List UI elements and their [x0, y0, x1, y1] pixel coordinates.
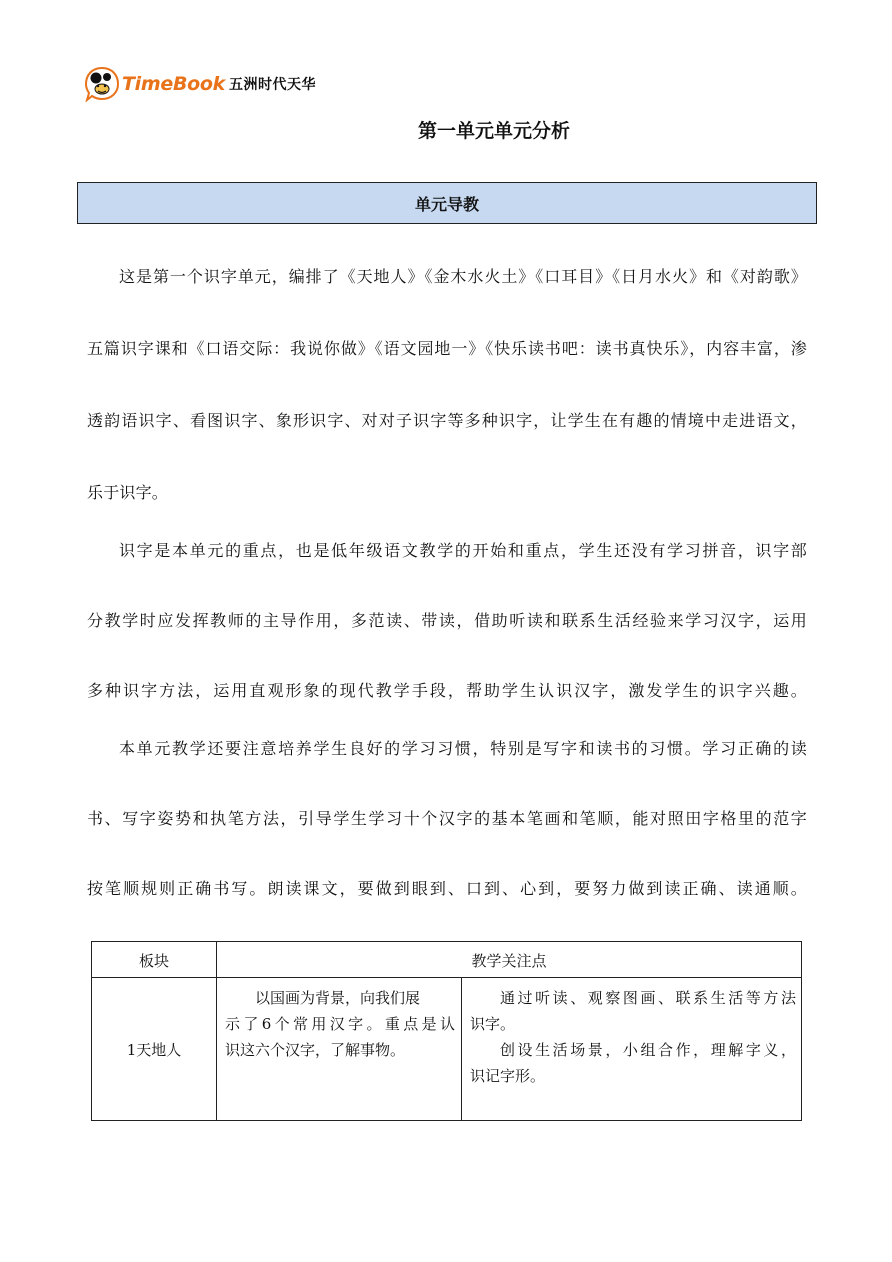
section-heading: 单元导教 [414, 194, 479, 214]
paragraph-line: 识字是本单元的重点，也是低年级语文教学的开始和重点，学生还没有学习拼音，识字部 [119, 541, 807, 560]
table-cell-block [92, 978, 216, 1120]
cell-line: 以国画为背景，向我们展 [255, 989, 421, 1007]
paragraph-line: 透韵语识字、看图识字、象形识字、对对子识字等多种识字，让学生在有趣的情境中走进语文， [87, 411, 807, 430]
section-heading-bar [77, 182, 817, 224]
paragraph-line: 这是第一个识字单元，编排了《天地人》《金木水火土》《口耳目》《日月水火》和《对韵歌》 [119, 267, 807, 286]
cell-line: 通过听读、观察图画、联系生活等方法 [500, 989, 796, 1007]
header-logo [84, 64, 316, 104]
block-name: 1天地人 [126, 1040, 182, 1059]
paragraph-line: 乐于识字。 [87, 483, 169, 502]
table-header-cell [92, 942, 216, 978]
cell-line: 创设生活场景，小组合作，理解字义， [500, 1041, 796, 1059]
paragraph-line: 五篇识字课和《口语交际：我说你做》《语文园地一》《快乐读书吧：读书真快乐》，内容丰富，渗 [87, 339, 807, 358]
teaching-focus-table [91, 941, 802, 1121]
header-focus-label: 教学关注点 [471, 951, 547, 970]
paragraph-line: 分教学时应发挥教师的主导作用，多范读、带读，借助听读和联系生活经验来学习汉字，运用 [87, 611, 807, 630]
brand-name-en: TimeBook [122, 73, 225, 95]
cell-line: 识记字形。 [470, 1067, 546, 1085]
page-title [0, 116, 892, 143]
cell-line: 识字。 [470, 1015, 516, 1033]
cell-line: 示了6个常用汉字。重点是认 [225, 1015, 455, 1033]
table-cell-focus-a [225, 985, 455, 1063]
table-cell-focus-b [470, 985, 796, 1089]
cartoon-face-logo-icon [84, 66, 120, 102]
paragraph-line: 本单元教学还要注意培养学生良好的学习习惯，特别是写字和读书的习惯。学习正确的读 [119, 739, 807, 758]
paragraph-line: 按笔顺规则正确书写。朗读课文，要做到眼到、口到、心到，要努力做到读正确、读通顺。 [87, 879, 807, 898]
table-header-cell [217, 942, 801, 978]
paragraph-line: 多种识字方法，运用直观形象的现代教学手段，帮助学生认识汉字，激发学生的识字兴趣。 [87, 681, 807, 700]
cell-line: 识这六个汉字，了解事物。 [225, 1041, 406, 1059]
page-title-text: 第一单元单元分析 [417, 120, 570, 142]
paragraph-line: 书、写字姿势和执笔方法，引导学生学习十个汉字的基本笔画和笔顺，能对照田字格里的范字 [87, 809, 807, 828]
header-block-label: 板块 [138, 951, 169, 970]
table-divider [461, 978, 462, 1120]
brand-name-cn: 五洲时代天华 [228, 77, 316, 93]
